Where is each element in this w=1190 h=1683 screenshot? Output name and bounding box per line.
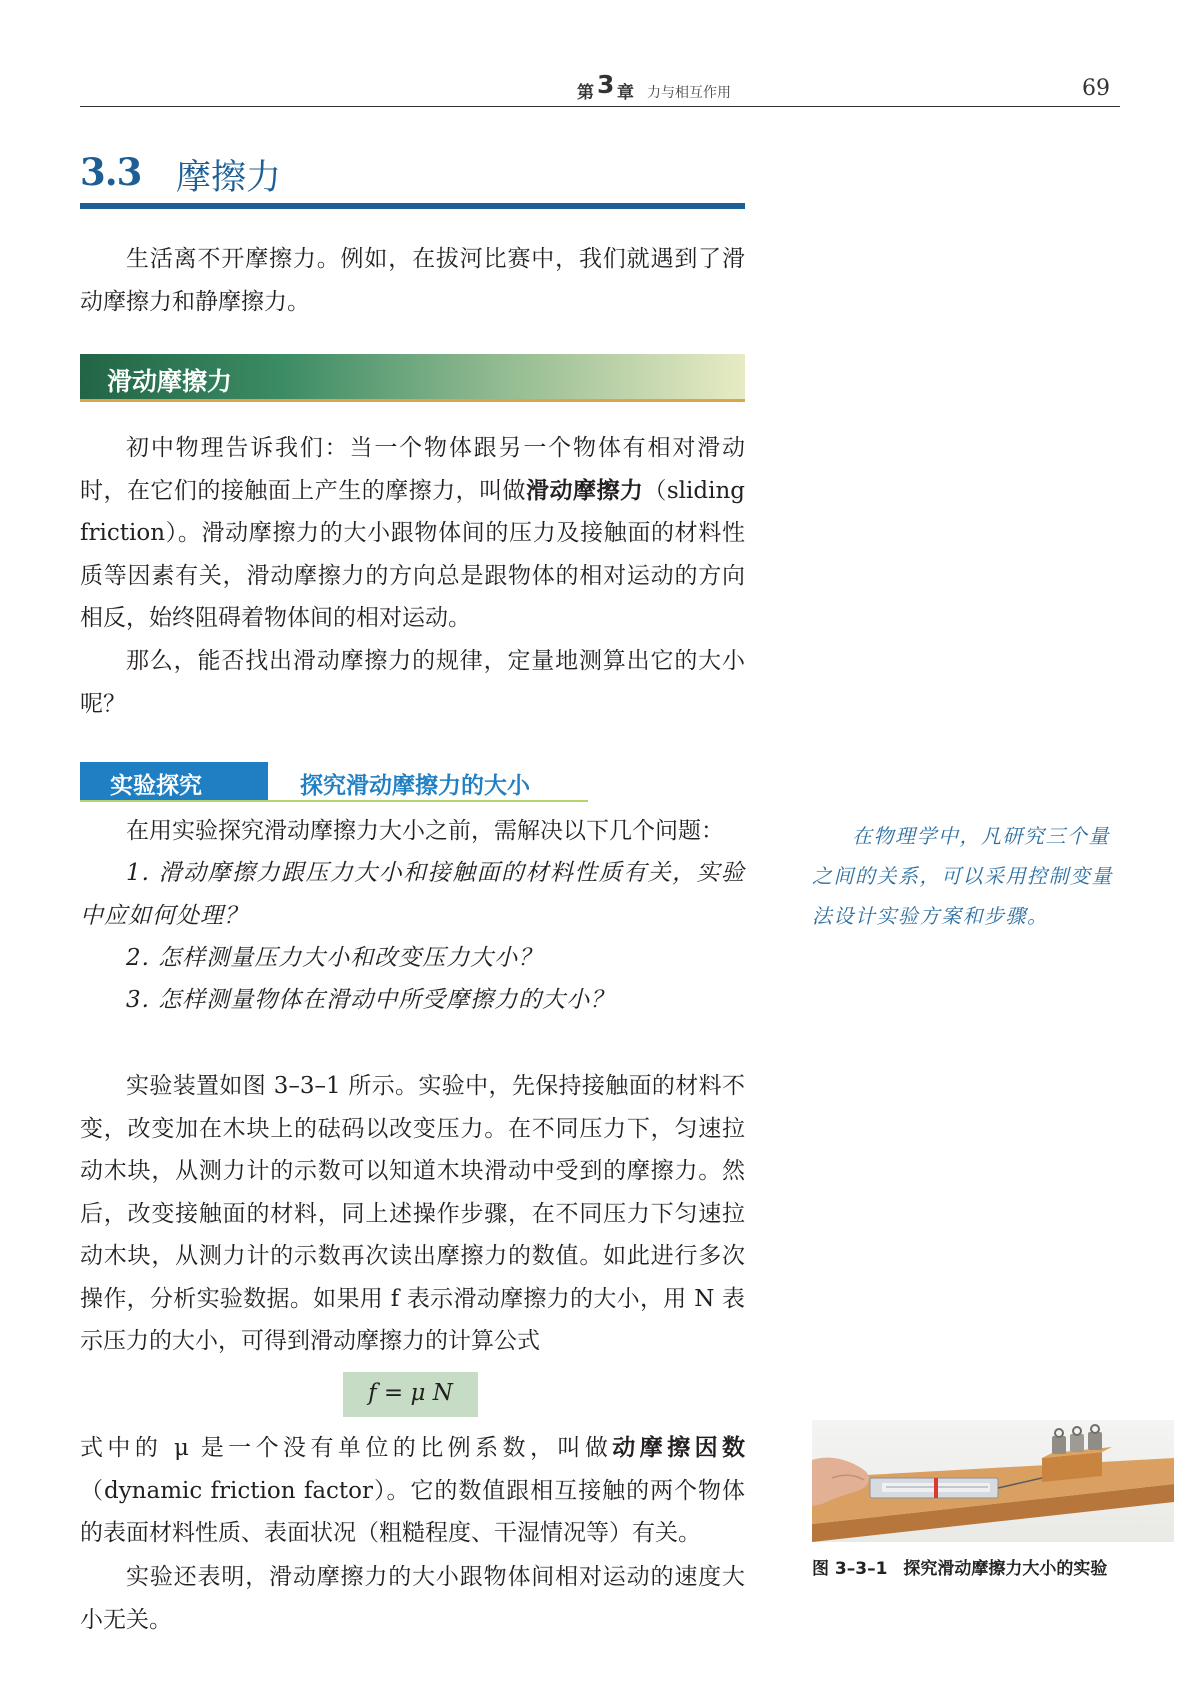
section-title: 摩擦力 [176, 158, 282, 198]
chapter-suffix: 章 [617, 83, 634, 103]
subsection-title: 滑动摩擦力 [107, 367, 233, 396]
intro-paragraph: 生活离不开摩擦力。例如，在拔河比赛中，我们就遇到了滑动摩擦力和静摩擦力。 [80, 246, 745, 315]
experiment-question-2: 2. 怎样测量压力大小和改变压力大小？ [126, 945, 543, 971]
page-number: 69 [1082, 76, 1110, 101]
coefficient-paragraph [80, 1427, 745, 1555]
experiment-lead: 在用实验探究滑动摩擦力大小之前，需解决以下几个问题： [126, 818, 724, 844]
weight-2-hook [1073, 1427, 1081, 1435]
figure-label: 图 3–3–1 [812, 1559, 888, 1579]
section-number: 3.3 [80, 150, 142, 194]
chapter-number: 3 [597, 70, 615, 99]
procedure-paragraph: 实验装置如图 3–3–1 所示。实验中，先保持接触面的材料不变，改变加在木块上的砝码以改变压力。在不同压力下，匀速拉动木块，从测力计的示数可以知道木块滑动中受到的摩擦力。然后，改变接触面的材料，同上述操作步骤，在不同压力下匀速拉动木块，从测力计的示数再次读出摩擦力的数值。如此进行多次操作，分析实验数据。如果用 f 表示滑动摩擦力的大小，用 N 表示压力的大小，可得到滑动摩擦力的计算公式 [80, 1073, 745, 1354]
force-meter-pointer [934, 1478, 938, 1498]
experiment-photo [812, 1420, 1174, 1542]
section-title-rule [80, 203, 745, 209]
experiment-title-rule [80, 800, 588, 802]
experiment-title: 探究滑动摩擦力的大小 [300, 773, 530, 799]
experiment-question-1: 1. 滑动摩擦力跟压力大小和接触面的材料性质有关，实验中应如何处理？ [80, 860, 745, 929]
definition-text-before: 初中物理告诉我们：当一个物体跟另一个物体有相对滑动时，在它们的接触面上产生的摩擦力，叫做 [80, 435, 745, 504]
experiment-apparatus-illustration [812, 1420, 1174, 1542]
term-dynamic-friction-factor: 动摩擦因数 [612, 1435, 746, 1461]
conclusion-paragraph: 实验还表明，滑动摩擦力的大小跟物体间相对运动的速度大小无关。 [80, 1564, 745, 1633]
weight-3 [1088, 1432, 1102, 1450]
figure-title: 探究滑动摩擦力大小的实验 [903, 1559, 1108, 1579]
coefficient-text-after: （dynamic friction factor）。它的数值跟相互接触的两个物体的表面材料性质、表面状况（粗糙程度、干湿情况等）有关。 [80, 1477, 745, 1546]
chapter-title: 力与相互作用 [647, 85, 731, 101]
experiment-question-3: 3. 怎样测量物体在滑动中所受摩擦力的大小？ [126, 987, 615, 1013]
weight-1 [1052, 1436, 1066, 1454]
margin-note: 在物理学中，凡研究三个量之间的关系，可以采用控制变量法设计实验方案和步骤。 [812, 824, 1113, 928]
friction-formula: f = μ N [368, 1380, 453, 1406]
weight-3-hook [1091, 1425, 1099, 1433]
question-paragraph: 那么，能否找出滑动摩擦力的规律，定量地测算出它的大小呢？ [80, 648, 745, 717]
figure-caption [812, 1554, 1107, 1579]
coefficient-text-before: 式中的 μ 是一个没有单位的比例系数，叫做 [80, 1435, 613, 1461]
weight-2 [1070, 1434, 1084, 1452]
definition-text-after: （sliding friction）。滑动摩擦力的大小跟物体间的压力及接触面的材料性质等因素有关，滑动摩擦力的方向总是跟物体的相对运动的方向相反，始终阻碍着物体间的相对运动。 [80, 477, 745, 631]
sliding-friction-definition [80, 427, 745, 640]
experiment-tag-label: 实验探究 [110, 773, 202, 799]
term-sliding-friction: 滑动摩擦力 [526, 477, 644, 504]
weight-1-hook [1055, 1429, 1063, 1437]
chapter-prefix: 第 [577, 83, 594, 103]
